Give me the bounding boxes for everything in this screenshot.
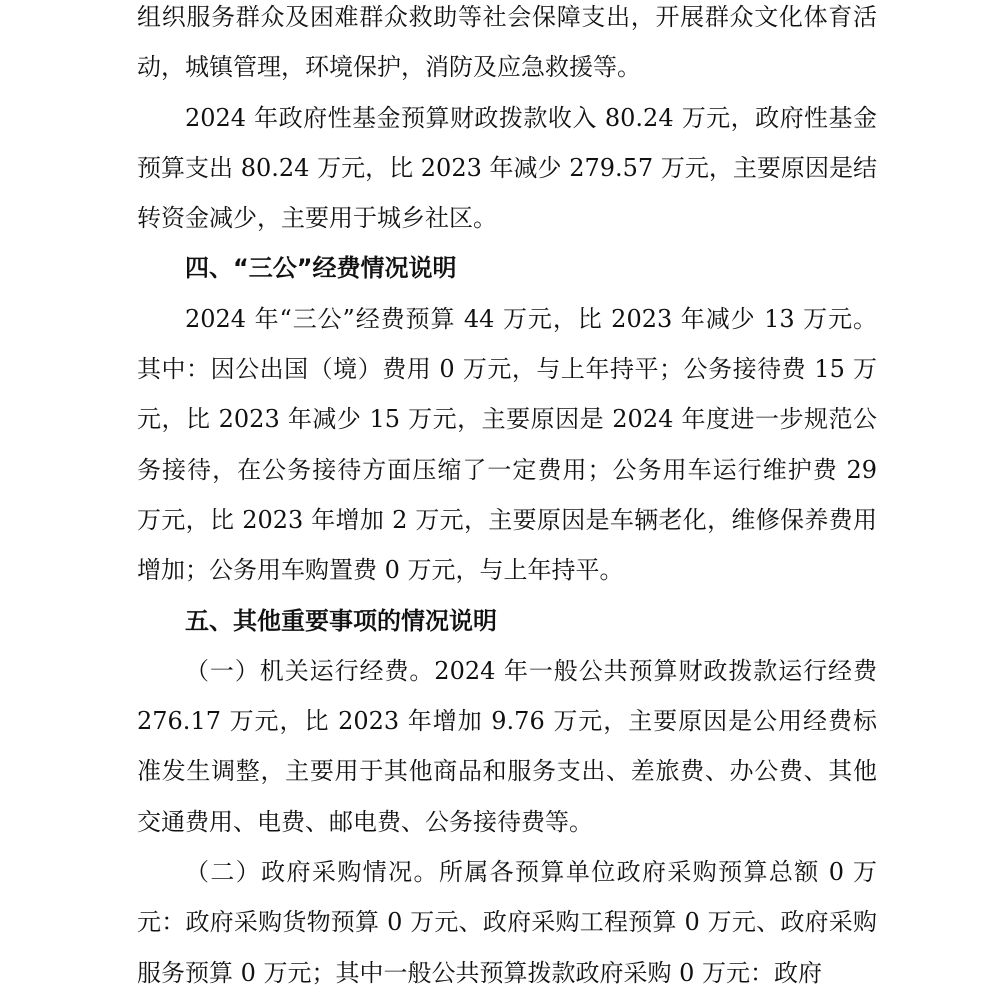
paragraph-social-security-continuation: 组织服务群众及困难群众救助等社会保障支出，开展群众文化体育活动，城镇管理，环境保护，消防及应急救援等。 <box>137 3 877 82</box>
paragraph-three-public-expenses-detail: 2024 年“三公”经费预算 44 万元，比 2023 年减少 13 万元。其中：因公出国（境）费用 0 万元，与上年持平；公务接待费 15 万元，比 2023 年减少 15 万元，主要原因是 2024 年度进一步规范公务接待，在公务接待方面压缩了一定费用；公务用车运行维护费 29 万元，比 2023 年增加 2 万元，主要原因是车辆老化，维修保养费用增加；公务用车购置费 0 万元，与上年持平。 <box>137 304 877 585</box>
heading-three-public-expenses: 四、“三公”经费情况说明 <box>185 254 457 283</box>
paragraph-government-procurement: （二）政府采购情况。所属各预算单位政府采购预算总额 0 万元：政府采购货物预算 0 万元、政府采购工程预算 0 万元、政府采购服务预算 0 万元；其中一般公共预算拨款政府采购 0 万元：政府 <box>137 858 877 987</box>
paragraph-agency-operating-expenses: （一）机关运行经费。2024 年一般公共预算财政拨款运行经费 276.17 万元，比 2023 年增加 9.76 万元，主要原因是公用经费标准发生调整，主要用于其他商品和服务支出、差旅费、办公费、其他交通费用、电费、邮电费、公务接待费等。 <box>137 656 877 836</box>
heading-other-important-matters: 五、其他重要事项的情况说明 <box>185 606 497 635</box>
paragraph-government-fund-budget: 2024 年政府性基金预算财政拨款收入 80.24 万元，政府性基金预算支出 80.24 万元，比 2023 年减少 279.57 万元，主要原因是结转资金减少，主要用于城乡社区。 <box>137 103 877 233</box>
document-body <box>137 0 877 998</box>
